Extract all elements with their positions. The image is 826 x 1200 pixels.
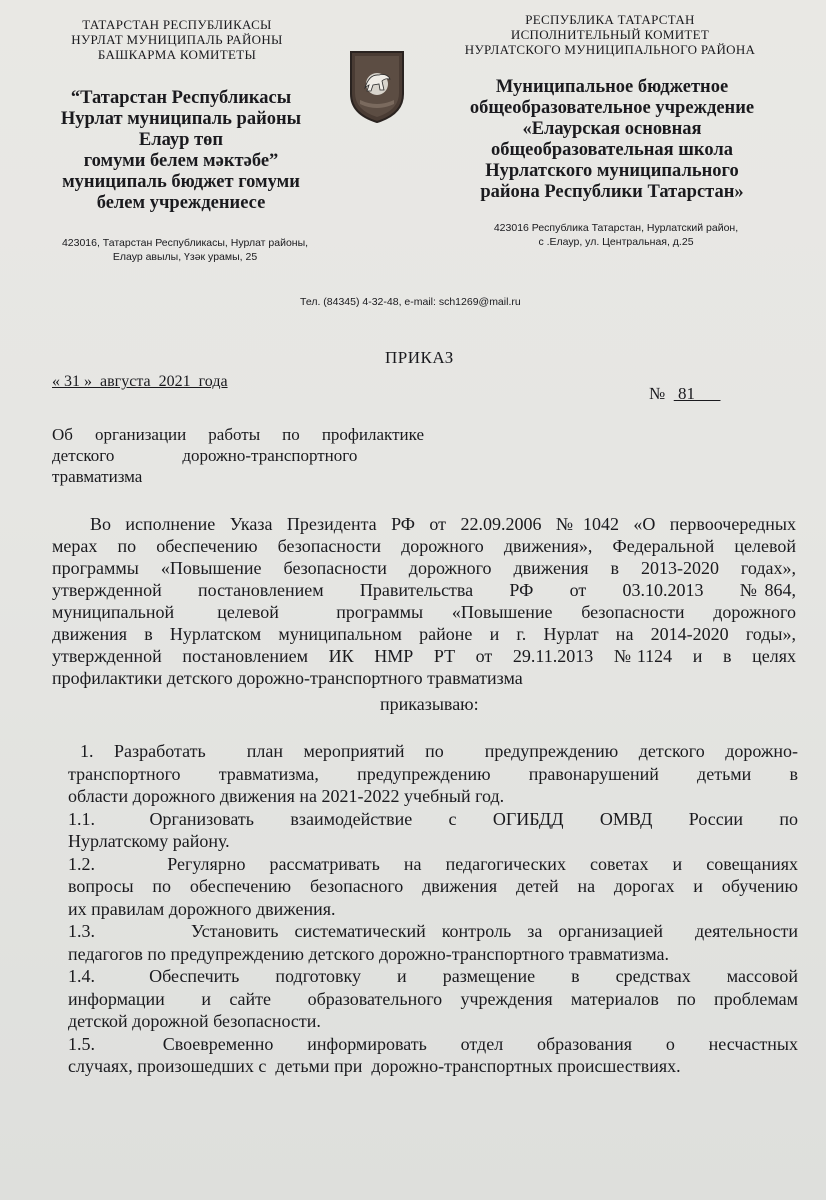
item-line: 1.4. Обеспечить подготовку и размещение в средствах массовой	[68, 966, 798, 986]
right-address-line: с .Елаур, ул. Центральная, д.25	[538, 236, 694, 248]
order-number-text: 81	[677, 384, 695, 403]
order-item	[68, 1033, 798, 1078]
item-line: педагогов по предупреждению детского дорожно-транспортного травматизма.	[68, 943, 669, 964]
left-org-line: БАШКАРМА КОМИТЕТЫ	[97, 47, 257, 62]
subject-line-text: детского дорожно-транспортного	[52, 446, 358, 465]
left-school-line: муниципаль бюджет гомуми	[62, 172, 300, 192]
order-number-value	[674, 384, 721, 403]
order-date: « 31 » августа 2021 года	[52, 373, 228, 390]
left-school-line: гомуми белем мәктәбе”	[83, 151, 279, 171]
right-school-line: «Елаурская основная	[522, 119, 702, 139]
order-items	[68, 740, 798, 1078]
order-item	[68, 740, 798, 808]
left-org-line: ТАТАРСТАН РЕСПУБЛИКАСЫ	[82, 17, 272, 32]
order-item	[68, 808, 798, 853]
preamble-line: утвержденной постановлением Правительства РФ от 03.10.2013 №864,	[52, 580, 796, 600]
item-line: вопросы по обеспечению безопасного движения детей на дорогах и обучению	[68, 876, 798, 896]
right-address-line: 423016 Республика Татарстан, Нурлатский район,	[493, 222, 739, 234]
subject-line	[52, 445, 394, 466]
left-school-line: белем учреждениесе	[96, 193, 266, 213]
right-school-line: Муниципальное бюджетное	[495, 77, 729, 97]
preamble-line: утвержденной постановлением ИК НМР РТ от 29.11.2013 №1124 и в целях	[52, 646, 796, 666]
item-line: Нурлатскому району.	[68, 831, 230, 851]
order-number	[632, 364, 720, 424]
item-line: 1.2. Регулярно рассматривать на педагогических советах и совещаниях	[68, 853, 798, 874]
item-line: информации и сайте образовательного учреждения материалов по проблемам	[68, 988, 798, 1009]
tatarstan-coat-of-arms-icon	[348, 48, 406, 124]
order-item	[68, 853, 798, 921]
order-item	[68, 920, 798, 965]
order-word: приказываю:	[380, 694, 479, 714]
right-org-line: ИСПОЛНИТЕЛЬНЫЙ КОМИТЕТ	[510, 27, 710, 42]
right-school-name	[446, 77, 778, 203]
preamble-paragraph	[52, 513, 796, 689]
left-address-line: 423016, Татарстан Республикасы, Нурлат районы,	[61, 237, 309, 249]
left-school-line: “Татарстан Республикасы	[70, 88, 292, 108]
item-line: транспортного травматизма, предупреждению правонарушений детьми в	[68, 763, 798, 784]
item-line: случаях, произошедших с детьми при дорожно-транспортных происшествиях.	[68, 1056, 681, 1076]
left-school-line: Нурлат муниципаль районы	[60, 109, 302, 129]
right-school-line: района Республики Татарстан»	[480, 182, 744, 202]
item-line: 1. Разработать план мероприятий по предупреждению детского дорожно-	[80, 741, 798, 761]
right-org-line: РЕСПУБЛИКА ТАТАРСТАН	[525, 12, 695, 27]
left-org-block	[52, 17, 302, 62]
right-school-line: общеобразовательная школа	[491, 140, 733, 160]
item-line: 1.1. Организовать взаимодействие с ОГИБДД ОМВД России по	[68, 808, 798, 829]
right-school-line: общеобразовательное учреждение	[469, 98, 755, 118]
left-address-line: Елаур авылы, Үзәк урамы, 25	[112, 251, 258, 263]
item-line: 1.5. Своевременно информировать отдел образования о несчастных	[68, 1033, 798, 1054]
subject-line: травматизма	[52, 467, 143, 486]
left-school-line: Елаур төп	[138, 130, 224, 150]
right-org-block	[440, 12, 780, 57]
item-line: 1.3. Установить систематический контроль за организацией деятельности	[68, 921, 798, 941]
item-line: детской дорожной безопасности.	[68, 1011, 321, 1031]
contacts-line: Тел. (84345) 4-32-48, e-mail: sch1269@mail.ru	[300, 296, 521, 308]
preamble-line: Во исполнение Указа Президента РФ от 22.09.2006 №1042 «О первоочередных	[90, 514, 796, 534]
order-subject	[52, 424, 424, 487]
right-address	[466, 221, 766, 249]
item-line: области дорожного движения на 2021-2022 учебный год.	[68, 786, 505, 806]
preamble-line: муниципальной целевой программы «Повышение безопасности дорожного	[52, 602, 796, 622]
preamble-line: профилактики детского дорожно-транспортного травматизма	[52, 668, 523, 688]
preamble-line: программы «Повышение безопасности дорожного движения в 2013-2020 годах»,	[52, 558, 796, 578]
right-school-line: Нурлатского муниципального	[485, 161, 739, 181]
subject-line: Об организации работы по профилактике	[52, 425, 424, 444]
order-number-label: №	[649, 384, 674, 403]
preamble-line: мерах по обеспечению безопасности дорожного движения», Федеральной целевой	[52, 536, 796, 556]
left-address	[40, 236, 330, 264]
left-school-name	[28, 88, 334, 214]
preamble-line: движения в Нурлатском муниципальном районе и г. Нурлат на 2014-2020 годы»,	[52, 624, 796, 644]
right-org-line: НУРЛАТСКОГО МУНИЦИПАЛЬНОГО РАЙОНА	[464, 42, 756, 57]
order-item	[68, 965, 798, 1033]
item-line: их правилам дорожного движения.	[68, 898, 336, 919]
order-title: ПРИКАЗ	[385, 348, 454, 367]
left-org-line: НУРЛАТ МУНИЦИПАЛЬ РАЙОНЫ	[71, 32, 283, 47]
